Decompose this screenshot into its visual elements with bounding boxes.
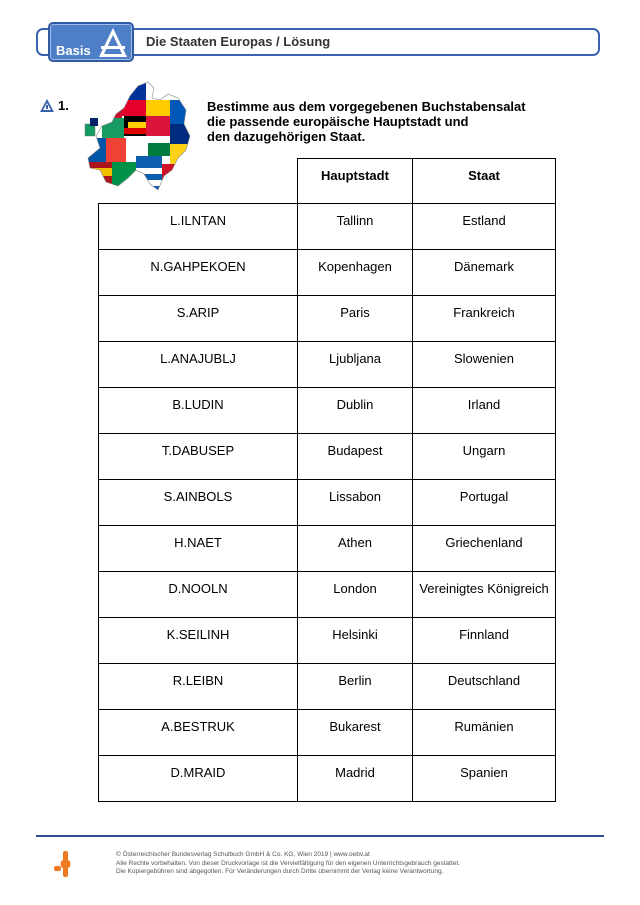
scrambled-cell: B.LUDIN xyxy=(98,387,298,434)
scrambled-cell: D.MRAID xyxy=(98,755,298,802)
instruction-line: den dazugehörigen Staat. xyxy=(207,129,366,144)
task-number-label: 1. xyxy=(58,98,69,113)
country-cell: Irland xyxy=(412,387,556,434)
capital-cell: Paris xyxy=(297,295,413,342)
capital-cell: Dublin xyxy=(297,387,413,434)
column-header-hauptstadt: Hauptstadt xyxy=(297,158,413,204)
table-row xyxy=(98,755,556,802)
footer-line: © Österreichischer Bundesverlag Schulbuch GmbH & Co. KG, Wien 2019 | www.oebv.at xyxy=(116,851,370,858)
capital-cell: Budapest xyxy=(297,433,413,480)
scrambled-cell: A.BESTRUK xyxy=(98,709,298,756)
basis-badge xyxy=(48,22,134,62)
table-row xyxy=(98,663,556,710)
table-row xyxy=(98,571,556,618)
table-row xyxy=(98,433,556,480)
scrambled-cell: S.AINBOLS xyxy=(98,479,298,526)
scrambled-cell: T.DABUSEP xyxy=(98,433,298,480)
scrambled-cell: K.SEILINH xyxy=(98,617,298,664)
task-instruction xyxy=(207,99,547,144)
table-row xyxy=(98,709,556,756)
mountain-triangle-icon xyxy=(98,27,128,59)
task-number xyxy=(40,98,69,113)
scrambled-cell: N.GAHPEKOEN xyxy=(98,249,298,296)
capital-cell: Berlin xyxy=(297,663,413,710)
country-cell: Ungarn xyxy=(412,433,556,480)
country-cell: Finnland xyxy=(412,617,556,664)
table-row xyxy=(98,249,556,296)
country-cell: Deutschland xyxy=(412,663,556,710)
scrambled-cell: H.NAET xyxy=(98,525,298,572)
footer-line: Alle Rechte vorbehalten. Von dieser Druckvorlage ist die Vervielfältigung für den eigenen Unterrichtsgebrauch gestattet. xyxy=(116,859,460,867)
country-cell: Slowenien xyxy=(412,341,556,388)
table-row xyxy=(98,341,556,388)
capital-cell: Madrid xyxy=(297,755,413,802)
table-row xyxy=(98,479,556,526)
capital-cell: Ljubljana xyxy=(297,341,413,388)
footer-divider xyxy=(36,835,604,837)
scrambled-cell: D.NOOLN xyxy=(98,571,298,618)
scrambled-cell: S.ARIP xyxy=(98,295,298,342)
country-cell: Frankreich xyxy=(412,295,556,342)
capital-cell: London xyxy=(297,571,413,618)
capital-cell: Bukarest xyxy=(297,709,413,756)
capital-cell: Lissabon xyxy=(297,479,413,526)
country-cell: Spanien xyxy=(412,755,556,802)
europe-flags-map xyxy=(82,78,194,198)
table-row xyxy=(98,203,556,250)
capital-cell: Kopenhagen xyxy=(297,249,413,296)
capital-cell: Athen xyxy=(297,525,413,572)
table-row xyxy=(98,387,556,434)
country-cell: Vereinigtes Königreich xyxy=(412,571,556,618)
badge-label: Basis xyxy=(56,43,91,58)
country-cell: Estland xyxy=(412,203,556,250)
page-title: Die Staaten Europas / Lösung xyxy=(146,34,331,49)
difficulty-triangle-icon xyxy=(40,99,54,112)
scrambled-cell: R.LEIBN xyxy=(98,663,298,710)
country-cell: Portugal xyxy=(412,479,556,526)
country-cell: Griechenland xyxy=(412,525,556,572)
table-row xyxy=(98,525,556,572)
table-row xyxy=(98,617,556,664)
capital-cell: Helsinki xyxy=(297,617,413,664)
oebv-star-logo xyxy=(52,850,78,878)
column-header-staat: Staat xyxy=(412,158,556,204)
table-row xyxy=(98,295,556,342)
capital-cell: Tallinn xyxy=(297,203,413,250)
copyright-notice xyxy=(116,851,460,877)
instruction-line: Bestimme aus dem vorgegebenen Buchstabensalat xyxy=(207,99,526,114)
country-cell: Dänemark xyxy=(412,249,556,296)
instruction-line: die passende europäische Hauptstadt und xyxy=(207,114,469,129)
country-cell: Rumänien xyxy=(412,709,556,756)
scrambled-cell: L.ANAJUBLJ xyxy=(98,341,298,388)
footer-line: Die Kopiergebühren sind abgegolten. Für Veränderungen durch Dritte übernimmt der Verlag keine Verantwortung. xyxy=(116,868,444,875)
scrambled-cell: L.ILNTAN xyxy=(98,203,298,250)
